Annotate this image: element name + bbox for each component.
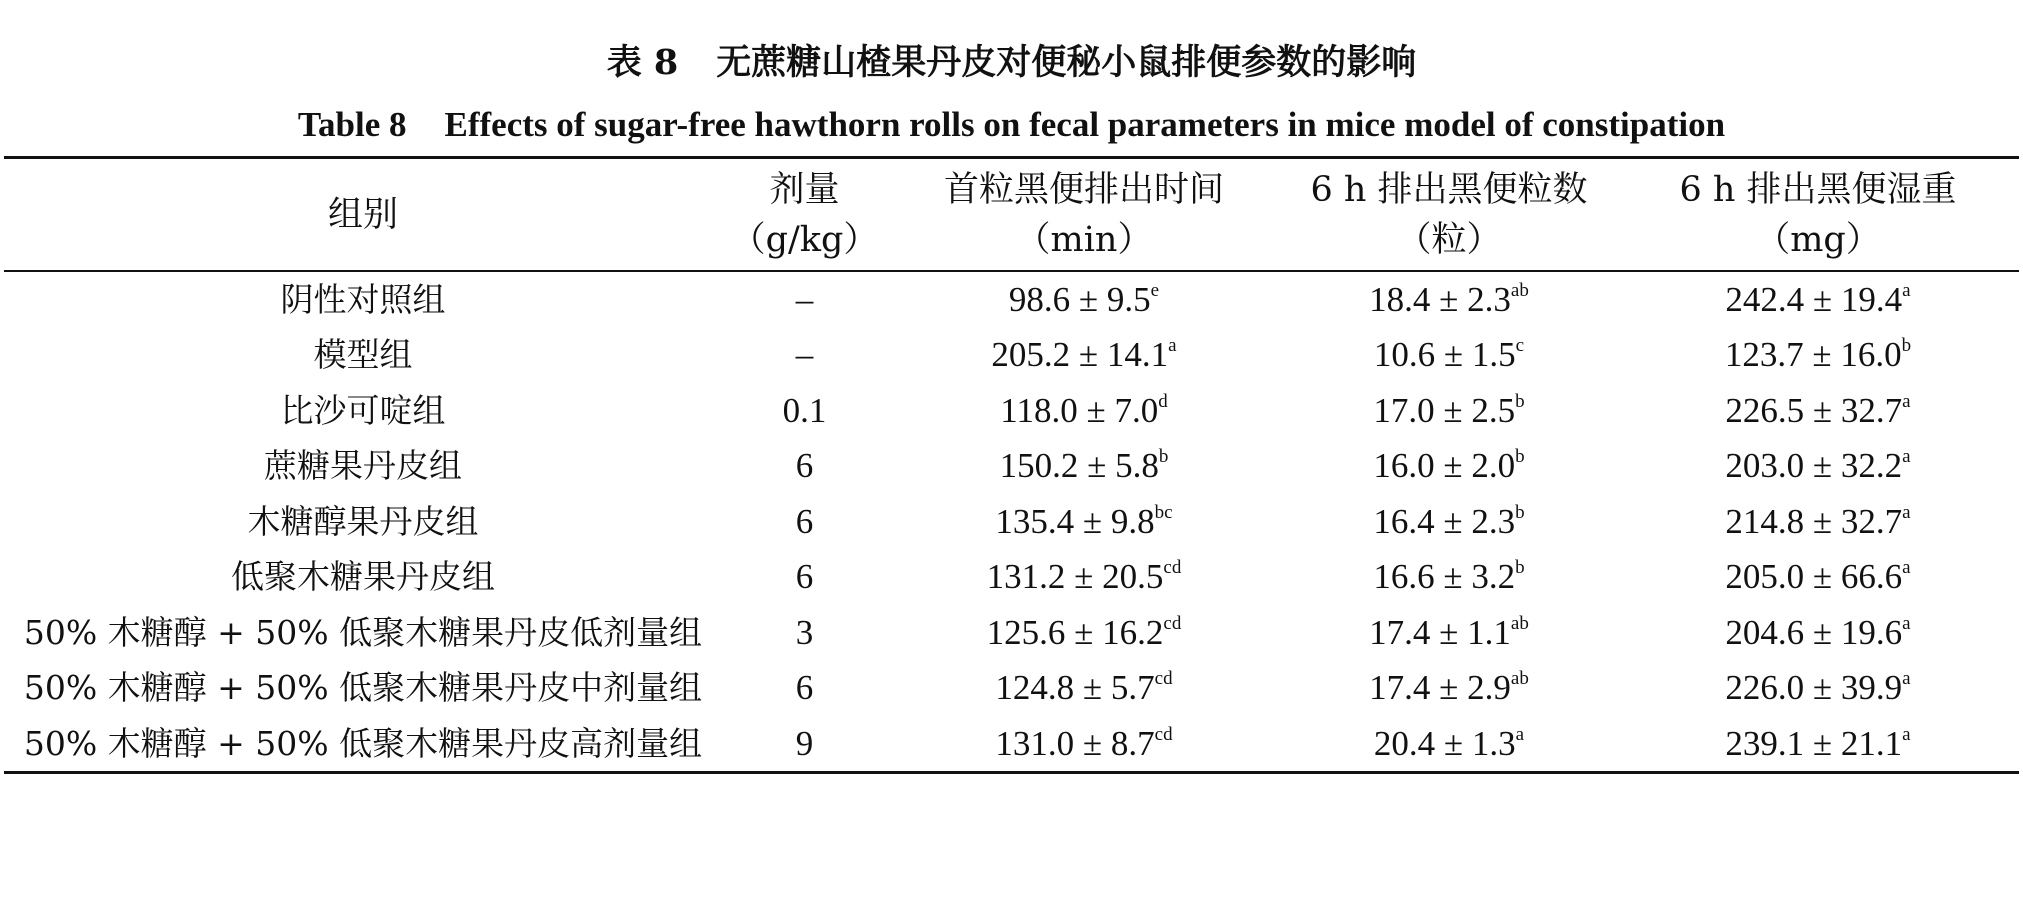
cell-first-time-value: 135.4 ± 9.8 — [995, 501, 1155, 541]
column-header-count — [1281, 159, 1617, 270]
column-header-first-time-unit: （min） — [1015, 219, 1153, 260]
cell-count-value: 10.6 ± 1.5 — [1373, 335, 1516, 375]
cell-count-value: 17.4 ± 2.9 — [1369, 668, 1511, 708]
cell-count — [1281, 550, 1617, 606]
cell-weight-significance: a — [1902, 446, 1911, 468]
cell-dose — [722, 550, 887, 606]
cell-count-significance: ab — [1510, 279, 1529, 301]
cell-weight-significance: b — [1901, 335, 1912, 357]
cell-group — [4, 383, 722, 439]
column-header-weight — [1617, 159, 2019, 270]
table-row — [4, 716, 2019, 772]
cell-count-value: 20.4 ± 1.3 — [1373, 723, 1516, 763]
table-number-english: Table 8 — [297, 105, 407, 144]
cell-count-significance: ab — [1510, 668, 1529, 690]
cell-first-time-significance: b — [1158, 446, 1169, 468]
cell-weight — [1617, 605, 2019, 661]
table-row — [4, 383, 2019, 439]
cell-count — [1281, 439, 1617, 495]
cell-count — [1281, 270, 1617, 328]
cell-group-value: 50% 木糖醇 + 50% 低聚木糖果丹皮高剂量组 — [23, 723, 703, 763]
cell-count-value: 16.4 ± 2.3 — [1373, 501, 1516, 541]
column-header-dose-unit: （g/kg） — [730, 219, 879, 260]
cell-count-value: 16.0 ± 2.0 — [1373, 446, 1516, 486]
cell-group-value: 50% 木糖醇 + 50% 低聚木糖果丹皮低剂量组 — [23, 612, 703, 652]
cell-count — [1281, 716, 1617, 772]
cell-group — [4, 494, 722, 550]
cell-dose-value: 6 — [795, 501, 814, 541]
cell-group-value: 比沙可啶组 — [280, 390, 446, 430]
table-row — [4, 439, 2019, 495]
table-title-english: Effects of sugar-free hawthorn rolls on fecal parameters in mice model of constipation — [444, 105, 1726, 144]
cell-first-time — [887, 328, 1281, 384]
cell-dose — [722, 439, 887, 495]
cell-first-time-significance: cd — [1163, 557, 1182, 579]
column-header-group: 组别 — [327, 194, 398, 235]
cell-first-time-value: 150.2 ± 5.8 — [999, 446, 1159, 486]
cell-first-time-significance: cd — [1154, 668, 1173, 690]
cell-count-significance: b — [1515, 390, 1525, 412]
cell-count-value: 17.4 ± 1.1 — [1369, 612, 1511, 652]
cell-first-time-significance: a — [1168, 335, 1177, 357]
cell-group — [4, 716, 722, 772]
column-header-count-unit: （粒） — [1396, 219, 1502, 260]
table-row — [4, 605, 2019, 661]
cell-first-time-significance: bc — [1154, 501, 1173, 523]
cell-weight-value: 204.6 ± 19.6 — [1725, 612, 1903, 652]
cell-weight-value: 226.5 ± 32.7 — [1725, 390, 1903, 430]
cell-first-time-significance: e — [1150, 279, 1160, 301]
cell-dose — [722, 383, 887, 439]
cell-first-time-value: 98.6 ± 9.5 — [1008, 279, 1151, 319]
cell-weight-significance: a — [1902, 668, 1911, 690]
table-header-row — [4, 159, 2019, 270]
cell-count-significance: b — [1515, 501, 1525, 523]
table-body — [4, 270, 2019, 772]
cell-group — [4, 550, 722, 606]
cell-count — [1281, 328, 1617, 384]
cell-dose-value: 6 — [795, 446, 814, 486]
column-header-first-time-label: 首粒黑便排出时间 — [943, 169, 1224, 210]
cell-first-time-value: 131.0 ± 8.7 — [995, 723, 1155, 763]
cell-count-value: 17.0 ± 2.5 — [1373, 390, 1516, 430]
cell-dose-value: 6 — [795, 668, 814, 708]
cell-weight-significance: a — [1902, 279, 1911, 301]
fecal-parameters-table — [4, 159, 2019, 772]
cell-weight — [1617, 439, 2019, 495]
cell-first-time — [887, 439, 1281, 495]
table-caption-english — [0, 100, 2023, 150]
cell-dose-value: 3 — [795, 612, 814, 652]
cell-weight-value: 203.0 ± 32.2 — [1725, 446, 1903, 486]
cell-weight-value: 214.8 ± 32.7 — [1725, 501, 1903, 541]
cell-first-time — [887, 494, 1281, 550]
cell-weight — [1617, 270, 2019, 328]
cell-dose-value: – — [795, 279, 814, 319]
cell-group-value: 50% 木糖醇 + 50% 低聚木糖果丹皮中剂量组 — [23, 668, 703, 708]
cell-dose-value: 6 — [795, 557, 814, 597]
cell-weight — [1617, 383, 2019, 439]
cell-first-time — [887, 661, 1281, 717]
cell-weight-value: 205.0 ± 66.6 — [1725, 557, 1903, 597]
cell-count-value: 18.4 ± 2.3 — [1369, 279, 1511, 319]
cell-first-time-value: 205.2 ± 14.1 — [991, 335, 1169, 375]
cell-group-value: 蔗糖果丹皮组 — [264, 446, 462, 486]
cell-dose-value: 0.1 — [782, 390, 827, 430]
cell-count — [1281, 383, 1617, 439]
cell-count — [1281, 661, 1617, 717]
column-header-dose-label: 剂量 — [769, 169, 840, 210]
column-header-first-time — [887, 159, 1281, 270]
cell-group — [4, 439, 722, 495]
cell-weight-value: 242.4 ± 19.4 — [1725, 279, 1903, 319]
table-row — [4, 494, 2019, 550]
cell-group — [4, 328, 722, 384]
table-row — [4, 270, 2019, 328]
column-header-weight-unit: （mg） — [1755, 219, 1881, 260]
cell-first-time-significance: cd — [1154, 723, 1173, 745]
cell-dose — [722, 716, 887, 772]
cell-weight — [1617, 550, 2019, 606]
cell-weight — [1617, 494, 2019, 550]
cell-first-time — [887, 605, 1281, 661]
cell-count-significance: b — [1515, 446, 1525, 468]
cell-weight-significance: a — [1902, 501, 1911, 523]
cell-weight-significance: a — [1902, 557, 1911, 579]
cell-count-significance: ab — [1510, 612, 1529, 634]
cell-first-time — [887, 716, 1281, 772]
cell-weight-significance: a — [1902, 612, 1911, 634]
cell-group — [4, 605, 722, 661]
cell-dose — [722, 605, 887, 661]
cell-dose-value: 9 — [795, 723, 814, 763]
cell-count-value: 16.6 ± 3.2 — [1373, 557, 1516, 597]
cell-count — [1281, 605, 1617, 661]
cell-weight-significance: a — [1902, 390, 1911, 412]
cell-first-time — [887, 270, 1281, 328]
cell-weight-significance: a — [1902, 723, 1911, 745]
cell-first-time — [887, 550, 1281, 606]
cell-dose — [722, 328, 887, 384]
cell-weight — [1617, 328, 2019, 384]
cell-first-time-value: 118.0 ± 7.0 — [1000, 390, 1159, 430]
cell-count-significance: c — [1515, 335, 1525, 357]
table-number-chinese: 表 8 — [606, 42, 679, 83]
table-caption-chinese — [0, 38, 2023, 88]
cell-dose-value: – — [795, 335, 814, 375]
cell-first-time-value: 124.8 ± 5.7 — [995, 668, 1155, 708]
cell-weight-value: 239.1 ± 21.1 — [1725, 723, 1903, 763]
cell-count — [1281, 494, 1617, 550]
table-row — [4, 661, 2019, 717]
cell-first-time-value: 125.6 ± 16.2 — [986, 612, 1164, 652]
cell-dose — [722, 661, 887, 717]
cell-group — [4, 661, 722, 717]
table-title-chinese: 无蔗糖山楂果丹皮对便秘小鼠排便参数的影响 — [716, 42, 1417, 83]
cell-group-value: 木糖醇果丹皮组 — [247, 501, 479, 541]
cell-dose — [722, 270, 887, 328]
cell-weight — [1617, 661, 2019, 717]
column-header-dose — [722, 159, 887, 270]
cell-count-significance: a — [1515, 723, 1525, 745]
cell-dose — [722, 494, 887, 550]
table-row — [4, 550, 2019, 606]
cell-first-time — [887, 383, 1281, 439]
cell-group-value: 阴性对照组 — [280, 279, 446, 319]
cell-group — [4, 270, 722, 328]
cell-count-significance: b — [1515, 557, 1525, 579]
column-header-count-label: 6 h 排出黑便粒数 — [1310, 169, 1588, 210]
cell-weight — [1617, 716, 2019, 772]
cell-first-time-significance: cd — [1163, 612, 1182, 634]
cell-first-time-value: 131.2 ± 20.5 — [986, 557, 1164, 597]
cell-group-value: 低聚木糖果丹皮组 — [231, 557, 495, 597]
column-header-weight-label: 6 h 排出黑便湿重 — [1679, 169, 1957, 210]
cell-weight-value: 226.0 ± 39.9 — [1725, 668, 1903, 708]
cell-weight-value: 123.7 ± 16.0 — [1724, 335, 1902, 375]
table-row — [4, 328, 2019, 384]
cell-group-value: 模型组 — [313, 335, 413, 375]
cell-first-time-significance: d — [1158, 390, 1168, 412]
